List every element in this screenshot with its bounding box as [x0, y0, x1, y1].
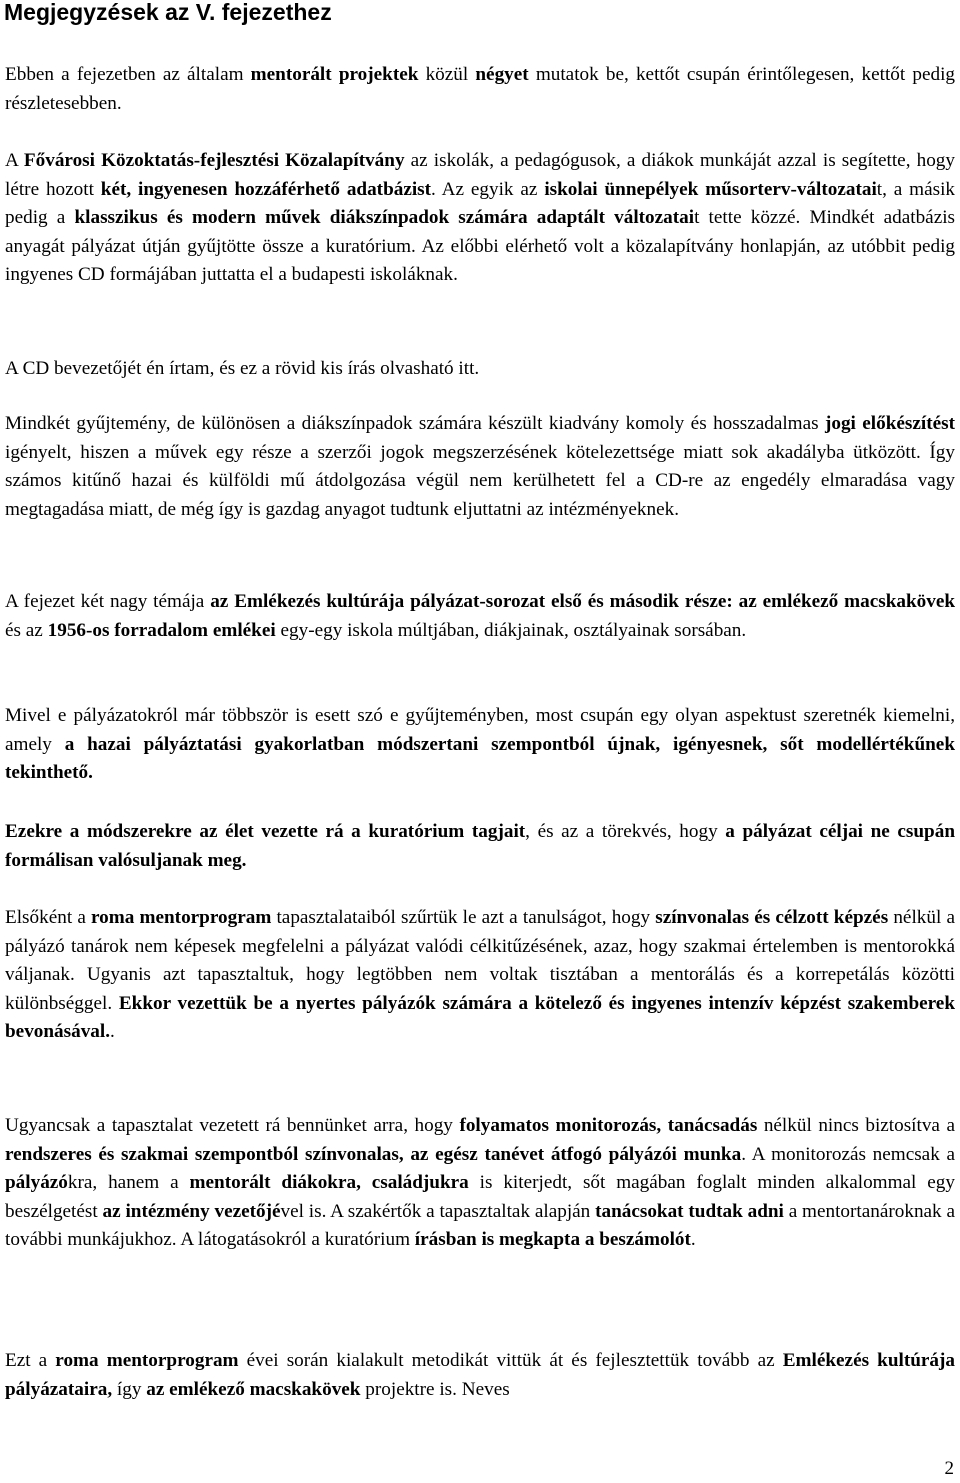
text-run: is kiterjedt, sőt magában foglalt minden alkalommal egy beszélgetést	[5, 1172, 955, 1222]
text-run: t tette közzé. Mindkét adatbázis anyagát pályázat útján gyűjtötte össze a kuratórium. Az előbbi elérhető volt a közalapítvány honlapján, az utóbbit pedig ingyenes CD formájában juttatta el a budapesti iskoláknak.	[5, 207, 956, 286]
paragraph-roma-mentoring	[5, 904, 955, 1047]
text-run: egy-egy iskola múltjában, diákjainak, osztályainak sorsában.	[275, 619, 747, 641]
text-run: . Az egyik az	[431, 178, 545, 200]
bold-text-run: Ekkor vezettük be a nyertes pályázók számára a kötelező és ingyenes intenzív képzést szakemberek bevonásával.	[5, 992, 955, 1043]
paragraph-monitoring	[5, 1112, 955, 1255]
bold-text-run: az Emlékezés kultúrája pályázat-sorozat első és második része: az emlékező macskakövek	[210, 591, 956, 612]
bold-text-run: folyamatos monitorozás, tanácsadás	[459, 1115, 758, 1136]
page-number: 2	[944, 1458, 954, 1479]
text-run: Mivel e pályázatokról már többször is esett szó e gyűjteményben, most csupán egy olyan aspektust szeretnék kiemelni, amely	[5, 705, 955, 755]
text-run: évei során kialakult metodikát vittük át és fejlesztettük tovább az	[238, 1350, 783, 1371]
bold-text-run: Emlékezés kultúrája pályázataira,	[5, 1350, 955, 1400]
text-run: Ugyancsak a tapasztalat vezetett rá bennünket arra, hogy	[5, 1115, 460, 1136]
paragraph-methodology	[5, 702, 955, 788]
text-run: , és az a törekvés, hogy	[525, 821, 726, 842]
bold-text-run: négyet	[475, 64, 529, 85]
text-run: A	[5, 150, 24, 171]
bold-text-run: roma mentorprogram	[91, 907, 272, 928]
text-run: Mindkét gyűjtemény, de különösen a diákszínpadok számára készült kiadvány komoly és hosszadalmas	[5, 413, 825, 434]
bold-text-run: az emlékező macskakövek	[146, 1378, 361, 1400]
paragraph-foundation	[5, 147, 955, 290]
text-run: nélkül a pályázó tanárok nem képesek megfelelni a pályázat valódi célkitűzésének, azaz, hogy szakmai értelemben is mentorokká váljanak. Ugyanis azt tapasztaltuk, hogy legtöbben nem voltak tisztában a mentorálás és a korrepetálás közötti különbséggel.	[5, 907, 955, 1014]
text-run: vel is. A szakértők a tapasztaltak alapján	[280, 1200, 596, 1222]
bold-text-run: két, ingyenesen hozzáférhető adatbázist	[100, 178, 432, 200]
bold-text-run: mentorált diákokra, családjukra	[189, 1172, 469, 1194]
bold-text-run: színvonalas és célzott képzés	[655, 907, 889, 928]
bold-text-run: jogi előkészítést	[824, 413, 956, 434]
text-run: és az	[5, 619, 48, 641]
text-run: t, a másik pedig a	[5, 178, 956, 229]
bold-text-run: mentorált projektek	[250, 64, 419, 85]
text-run: tapasztalataiból szűrtük le azt a tanulságot, hogy	[271, 907, 656, 928]
bold-text-run: írásban is megkapta a beszámolót	[414, 1229, 691, 1251]
bold-text-run: az intézmény vezetőjé	[102, 1200, 281, 1222]
paragraph-legal	[5, 410, 955, 524]
text-run: az iskolák, a pedagógusok, a diákok munkáját azzal is segítette, hogy létre hozott	[5, 150, 955, 200]
text-run: így	[112, 1378, 147, 1400]
text-run: .	[690, 1229, 696, 1251]
text-run: nélkül nincs biztosítva a	[757, 1115, 955, 1136]
bold-text-run: klasszikus és modern művek diákszínpadok számára adaptált változatai	[74, 207, 695, 229]
text-run: A CD bevezetőjét én írtam, és ez a rövid kis írás olvasható itt.	[5, 358, 480, 379]
text-run: Ezt a	[5, 1350, 56, 1371]
text-run: A fejezet két nagy témája	[5, 591, 211, 612]
text-run: . A monitorozás nemcsak a	[741, 1143, 956, 1165]
text-run: Ebben a fejezetben az általam	[5, 64, 251, 85]
text-run: Elsőként a	[5, 907, 91, 928]
bold-text-run: 1956-os forradalom emlékei	[47, 619, 276, 641]
bold-text-run: iskolai ünnepélyek műsorterv-változatai	[544, 178, 877, 200]
text-run: mutatok be, kettőt csupán érintőlegesen, kettőt pedig részletesebben.	[5, 64, 955, 114]
bold-text-run: Ezekre a módszerekre az élet vezette rá a kuratórium tagjait	[5, 821, 526, 842]
bold-text-run: a pályázat céljai ne csupán formálisan valósuljanak meg.	[5, 821, 955, 871]
text-run: közül	[418, 64, 476, 85]
text-run: kra, hanem a	[67, 1172, 190, 1194]
paragraph-board-members	[5, 818, 955, 875]
bold-text-run: pályázó	[5, 1172, 68, 1194]
text-run: projektre is. Neves	[360, 1378, 510, 1400]
bold-text-run: rendszeres és szakmai szempontból színvonalas, az egész tanévet átfogó pályázói munka	[5, 1143, 742, 1165]
paragraph-chapter-topics	[5, 588, 955, 645]
text-run: a mentortanároknak a további munkájukhoz. A látogatásokról a kuratórium	[5, 1200, 955, 1251]
bold-text-run: roma mentorprogram	[55, 1350, 239, 1371]
bold-text-run: tanácsokat tudtak adni	[595, 1200, 784, 1222]
bold-text-run: a hazai pályáztatási gyakorlatban módszertani szempontból újnak, igényesnek, sőt modellértékűnek tekinthető.	[5, 733, 955, 784]
paragraph-method-transfer	[5, 1347, 955, 1404]
page-title: Megjegyzések az V. fejezethez	[4, 0, 332, 25]
text-run: .	[110, 1021, 115, 1043]
paragraph-cd-intro	[5, 355, 955, 384]
paragraph-intro	[5, 61, 955, 118]
text-run: igényelt, hiszen a művek egy része a szerzői jogok megszerzésének kötelezettsége miatt sok akadályba ütközött. Így számos kitűnő hazai és külföldi mű átdolgozása végül nem kerülhetett fel a CD-re az engedély elmaradása vagy megtagadása miatt, de még így is gazdag anyagot tudtunk eljuttatni az intézményeknek.	[5, 441, 955, 520]
bold-text-run: Fővárosi Közoktatás-fejlesztési Közalapítvány	[23, 150, 405, 171]
